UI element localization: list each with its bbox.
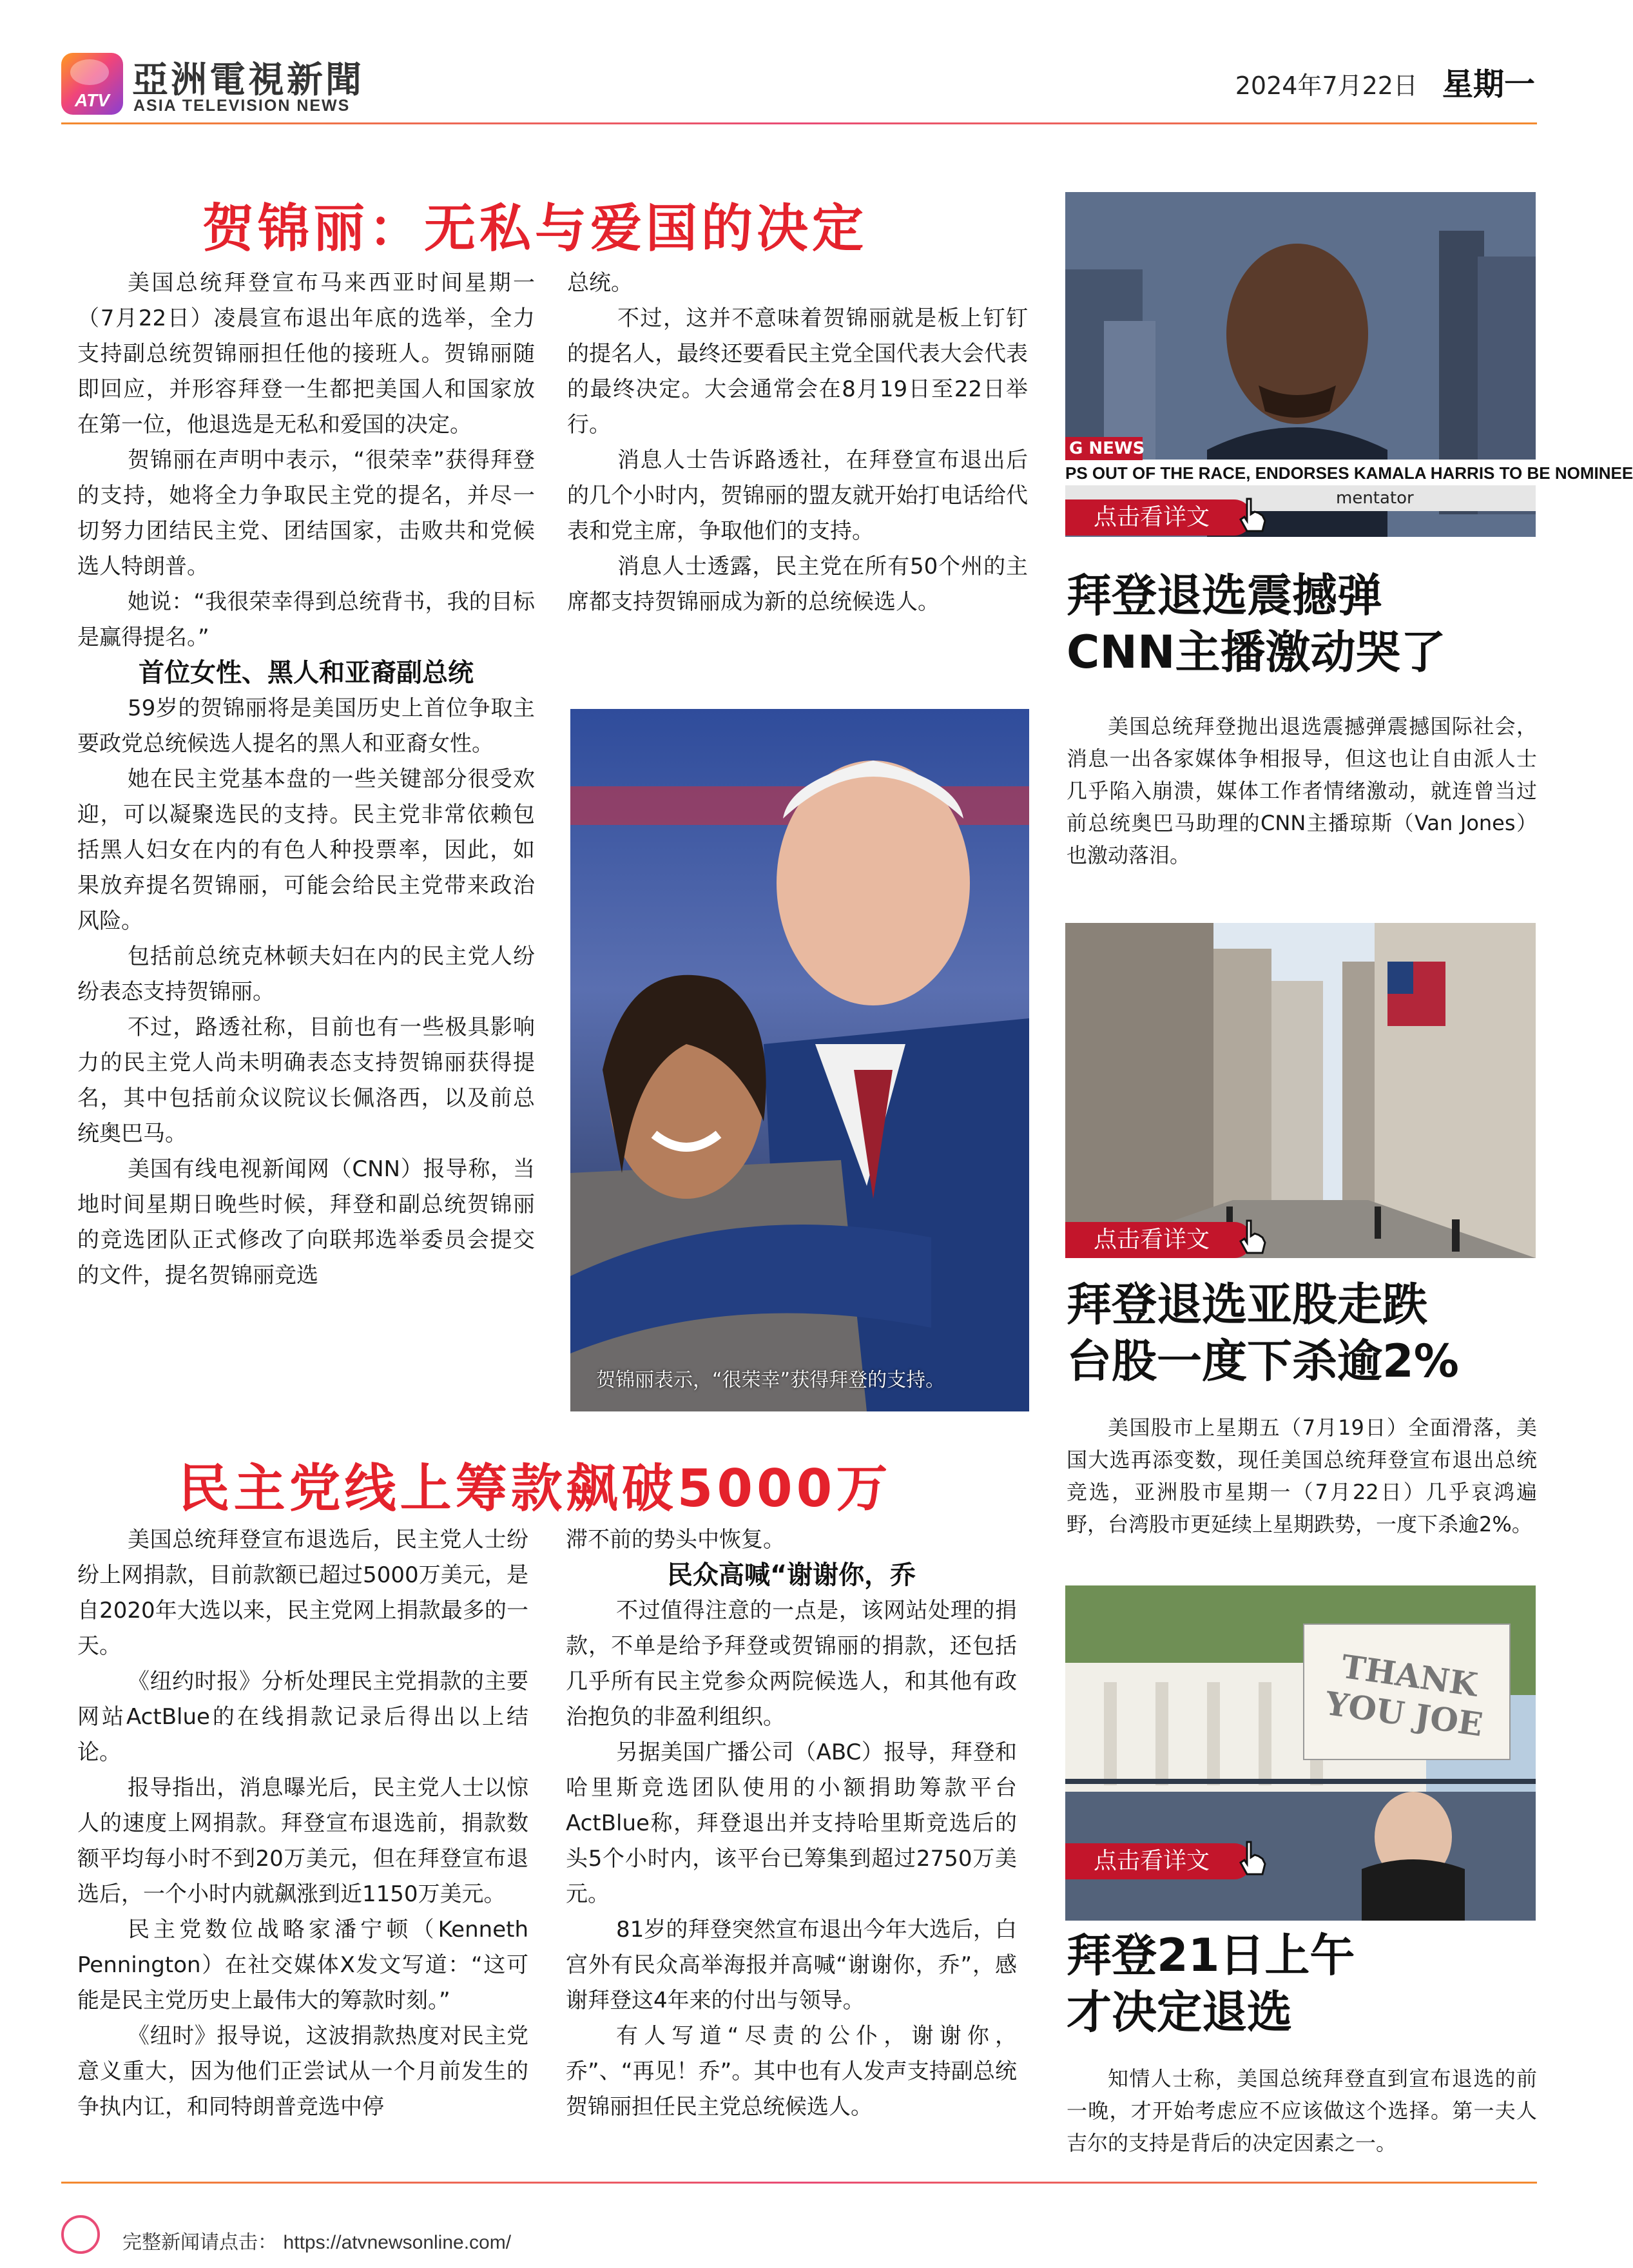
- sidebar-card3-image[interactable]: [1065, 1585, 1536, 1921]
- protest-sign-text: THANK YOU JOE: [1323, 1647, 1485, 1744]
- paragraph: 美国股市上星期五（7月19日）全面滑落，美国大选再添变数，现任美国总统拜登宣布退出总统竞选，亚洲股市星期一（7月22日）几乎哀鸿遍野，台湾股市更延续上星期跌势，一度下杀逾2%。: [1067, 1415, 1537, 1536]
- paragraph: 不过，这并不意味着贺锦丽就是板上钉钉的提名人，最终还要看民主党全国代表大会代表的最终决定。大会通常会在8月19日至22日举行。: [567, 305, 1028, 438]
- article2-column2: [566, 1522, 1017, 2125]
- paragraph: 有人写道“尽责的公仆，谢谢你，乔”、“再见！乔”。其中也有人发声支持副总统贺锦丽担任民主党总统候选人。: [566, 2023, 1017, 2120]
- issue-weekday: 星期一: [1442, 66, 1535, 102]
- footer-link[interactable]: [122, 2226, 511, 2254]
- paragraph: 民主党数位战略家潘宁顿（Kenneth Pennington）在社交媒体X发文写道：“这可能是民主党历史上最伟大的筹款时刻。”: [77, 1917, 528, 2013]
- article1-column1: [77, 266, 535, 1294]
- sidebar-card1-title[interactable]: [1067, 567, 1543, 681]
- paragraph: 美国总统拜登宣布退选后，民主党人士纷纷上网捐款，目前款额已超过5000万美元，是自2020年大选以来，民主党网上捐款最多的一天。: [77, 1527, 528, 1659]
- footer-divider: [61, 2182, 1537, 2184]
- hand-pointer-icon: [1233, 495, 1271, 534]
- article1-headline: 贺锦丽：无私与爱国的决定: [202, 199, 867, 258]
- ticker-text: PS OUT OF THE RACE, ENDORSES KAMALA HARRIS TO BE NOMINEE: [1065, 463, 1633, 483]
- sidebar-card2-text: [1067, 1411, 1537, 1540]
- paragraph: 《纽时》报导说，这波捐款热度对民主党意义重大，因为他们正尝试从一个月前发生的争执内讧，和同特朗普竞选中停: [77, 2023, 528, 2120]
- title-line: 拜登21日上午: [1067, 1929, 1355, 1982]
- article2-column1: [77, 1522, 528, 2125]
- paragraph: 美国有线电视新闻网（CNN）报导称，当地时间星期日晚些时候，拜登和副总统贺锦丽的竞选团队正式修改了向联邦选举委员会提交的文件，提名贺锦丽竞选: [77, 1156, 535, 1288]
- ticker-sub: mentator: [1336, 489, 1414, 508]
- sidebar-card3-title[interactable]: [1067, 1927, 1543, 2040]
- paragraph: 包括前总统克林顿夫妇在内的民主党人纷纷表态支持贺锦丽。: [77, 944, 535, 1005]
- paragraph: 报导指出，消息曝光后，民主党人士以惊人的速度上网捐款。拜登宣布退选前，捐款数额平均每小时不到20万美元，但在拜登宣布退选后，一个小时内就飙涨到近1150万美元。: [77, 1775, 528, 1907]
- article2-headline: 民主党线上筹款飙破5000万: [178, 1459, 892, 1518]
- photo-caption: 贺锦丽表示，“很荣幸”获得拜登的支持。: [596, 1369, 945, 1391]
- paragraph: 她在民主党基本盘的一些关键部分很受欢迎，可以凝聚选民的支持。民主党非常依赖包括黑人妇女在内的有色人种投票率，因此，如果放弃提名贺锦丽，可能会给民主党带来政治风险。: [77, 766, 535, 934]
- paragraph: 81岁的拜登突然宣布退出今年大选后，白宫外有民众高举海报并高喊“谢谢你，乔”，感谢拜登这4年来的付出与领导。: [566, 1917, 1017, 2013]
- article1-subhead: 首位女性、黑人和亚裔副总统: [139, 658, 474, 688]
- article1-column2: [567, 266, 1028, 620]
- photo-illustration: [570, 709, 1029, 1411]
- paragraph: 《纽约时报》分析处理民主党捐款的主要网站ActBlue的在线捐款记录后得出以上结论。: [77, 1669, 528, 1765]
- footer-url[interactable]: https://atvnewsonline.com/: [283, 2232, 512, 2253]
- brand-name-cn: 亞洲電視新聞: [132, 59, 364, 101]
- paragraph: 美国总统拜登抛出退选震撼弹震撼国际社会，消息一出各家媒体争相报导，但这也让自由派人士几乎陷入崩溃，媒体工作者情绪激动，就连曾当过前总统奥巴马助理的CNN主播琼斯（Van Jones）也激动落泪。: [1067, 714, 1537, 867]
- sidebar-card1-image[interactable]: [1065, 192, 1633, 537]
- title-line: 台股一度下杀逾2%: [1067, 1335, 1459, 1388]
- sidebar-card2-image[interactable]: [1065, 923, 1536, 1258]
- paragraph: 不过值得注意的一点是，该网站处理的捐款，不单是给予拜登或贺锦丽的捐款，还包括几乎所有民主党参众两院候选人，和其他有政治抱负的非盈利组织。: [566, 1598, 1017, 1730]
- paragraph: 滞不前的势头中恢复。: [566, 1527, 785, 1553]
- paragraph: 贺锦丽在声明中表示，“很荣幸”获得拜登的支持，她将全力争取民主党的提名，并尽一切努力团结民主党、团结国家，击败共和党候选人特朗普。: [77, 447, 535, 579]
- paragraph: 消息人士告诉路透社，在拜登宣布退出后的几个小时内，贺锦丽的盟友就开始打电话给代表和党主席，争取他们的支持。: [567, 447, 1028, 544]
- atv-footer-icon: [61, 2215, 100, 2254]
- article2-subhead: 民众高喊“谢谢你，乔: [666, 1560, 916, 1590]
- paragraph: 知情人士称，美国总统拜登直到宣布退选的前一晚，才开始考虑应不应该做这个选择。第一夫人吉尔的支持是背后的决定因素之一。: [1067, 2066, 1537, 2155]
- header-divider: [61, 122, 1537, 124]
- hand-pointer-icon: [1233, 1217, 1271, 1255]
- footer-label: 完整新闻请点击：: [122, 2231, 277, 2254]
- harris-biden-photo: [570, 709, 1029, 1411]
- sidebar-card2-title[interactable]: [1067, 1276, 1543, 1390]
- read-more-button[interactable]: 点击看详文: [1065, 1222, 1252, 1258]
- paragraph: 不过，路透社称，目前也有一些极具影响力的民主党人尚未明确表态支持贺锦丽获得提名，其中包括前众议院议长佩洛西，以及前总统奥巴马。: [77, 1014, 535, 1147]
- sidebar-card3-text: [1067, 2062, 1537, 2159]
- hand-pointer-icon: [1233, 1838, 1271, 1877]
- cnn-anchor-illustration: [1065, 192, 1633, 537]
- brand-name-en: ASIA TELEVISION NEWS: [133, 97, 351, 115]
- wall-street-illustration: [1065, 923, 1536, 1258]
- title-line: 才决定退选: [1067, 1986, 1292, 2039]
- read-more-button[interactable]: 点击看详文: [1065, 499, 1252, 536]
- paragraph: 另据美国广播公司（ABC）报导，拜登和哈里斯竞选团队使用的小额捐助筹款平台ActBlue称，拜登退出并支持哈里斯竞选后的头5个小时内，该平台已筹集到超过2750万美元。: [566, 1740, 1017, 1907]
- paragraph: 消息人士透露，民主党在所有50个州的主席都支持贺锦丽成为新的总统候选人。: [567, 554, 1028, 615]
- title-line: CNN主播激动哭了: [1067, 626, 1446, 679]
- sidebar-card1-text: [1067, 710, 1537, 871]
- issue-date: 2024年7月22日: [1235, 72, 1418, 100]
- paragraph: 总统。: [567, 270, 633, 296]
- read-more-button[interactable]: 点击看详文: [1065, 1843, 1252, 1879]
- logo-text: ATV: [75, 90, 110, 110]
- paragraph: 美国总统拜登宣布马来西亚时间星期一（7月22日）凌晨宣布退出年底的选举，全力支持副总统贺锦丽担任他的接班人。贺锦丽随即回应，并形容拜登一生都把美国人和国家放在第一位，他退选是无私和爱国的决定。: [77, 270, 535, 438]
- title-line: 拜登退选震撼弹: [1067, 569, 1382, 622]
- atv-logo: [61, 53, 123, 115]
- paragraph: 她说：“我很荣幸得到总统背书，我的目标是赢得提名。”: [77, 589, 535, 650]
- title-line: 拜登退选亚股走跌: [1067, 1278, 1427, 1331]
- ticker-tag: G NEWS: [1069, 439, 1145, 458]
- paragraph: 59岁的贺锦丽将是美国历史上首位争取主要政党总统候选人提名的黑人和亚裔女性。: [77, 695, 535, 757]
